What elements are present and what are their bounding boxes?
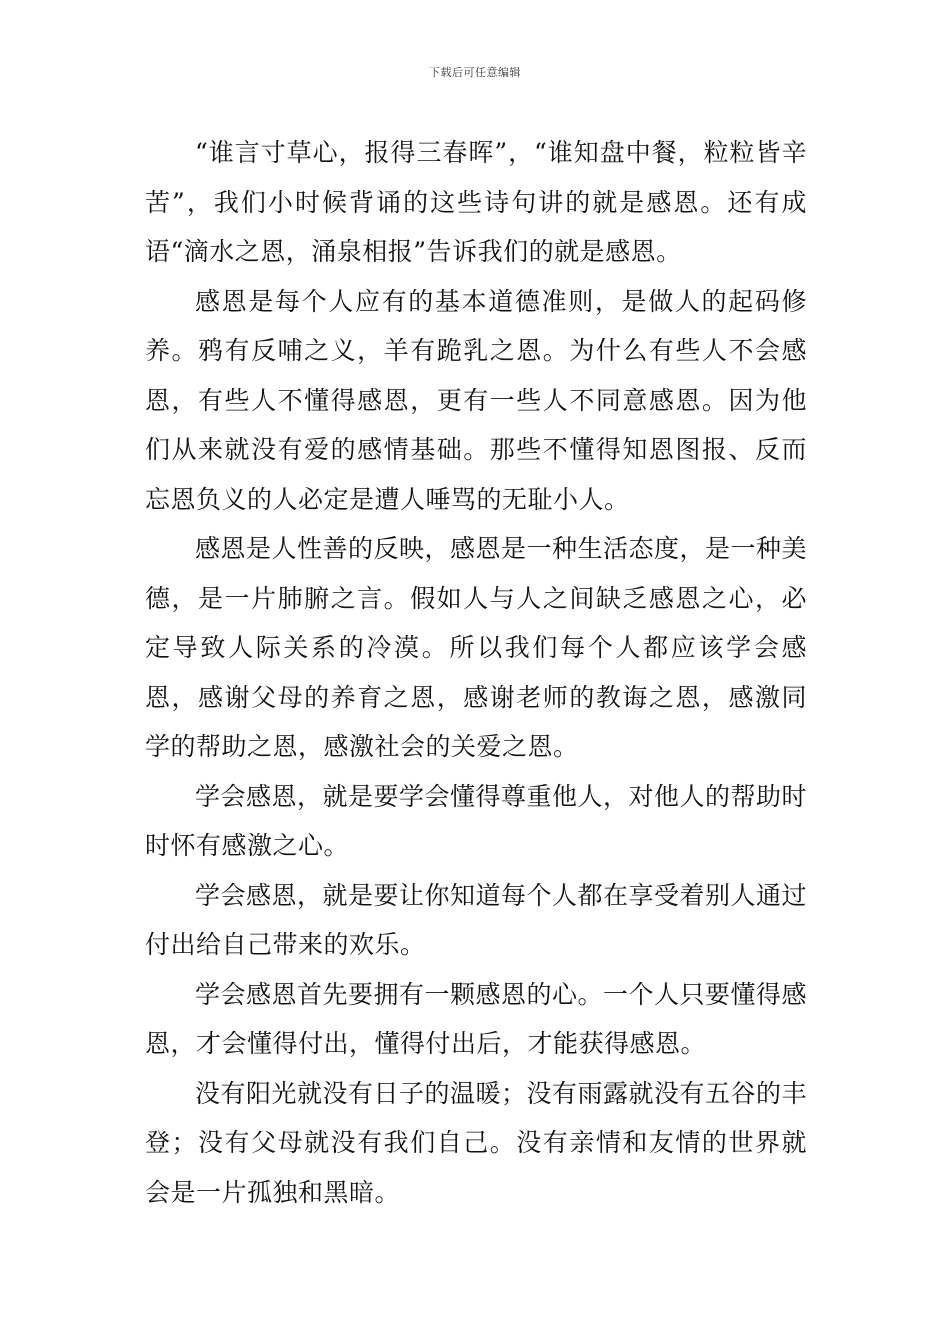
page-header: 下载后可任意编辑 [429, 66, 521, 79]
paragraph-5: 学会感恩，就是要让你知道每个人都在享受着别人通过付出给自己带来的欢乐。 [145, 880, 808, 959]
paragraph-4: 学会感恩，就是要学会懂得尊重他人，对他人的帮助时时怀有感激之心。 [145, 781, 808, 860]
document-body [145, 128, 807, 1217]
paragraph-2: 感恩是每个人应有的基本道德准则，是做人的起码修养。鸦有反哺之义，羊有跪乳之恩。为什么有些人不会感恩，有些人不懂得感恩，更有一些人不同意感恩。因为他们从来就没有爱的感情基础。那些不懂得知恩图报、反而忘恩负义的人必定是遭人唾骂的无耻小人。 [145, 286, 807, 514]
paragraph-1: “谁言寸草心，报得三春晖”，“谁知盘中餐，粒粒皆辛苦”，我们小时候背诵的这些诗句讲的就是感恩。还有成语“滴水之恩，涌泉相报”告诉我们的就是感恩。 [145, 138, 807, 266]
paragraph-7: 没有阳光就没有日子的温暖；没有雨露就没有五谷的丰登；没有父母就没有我们自己。没有亲情和友情的世界就会是一片孤独和黑暗。 [145, 1078, 808, 1207]
paragraph-6: 学会感恩首先要拥有一颗感恩的心。一个人只要懂得感恩，才会懂得付出，懂得付出后，才能获得感恩。 [145, 979, 808, 1058]
paragraph-3: 感恩是人性善的反映，感恩是一种生活态度，是一种美德，是一片肺腑之言。假如人与人之间缺乏感恩之心，必定导致人际关系的冷漠。所以我们每个人都应该学会感恩，感谢父母的养育之恩，感谢老师的教诲之恩，感激同学的帮助之恩，感激社会的关爱之恩。 [145, 534, 808, 761]
